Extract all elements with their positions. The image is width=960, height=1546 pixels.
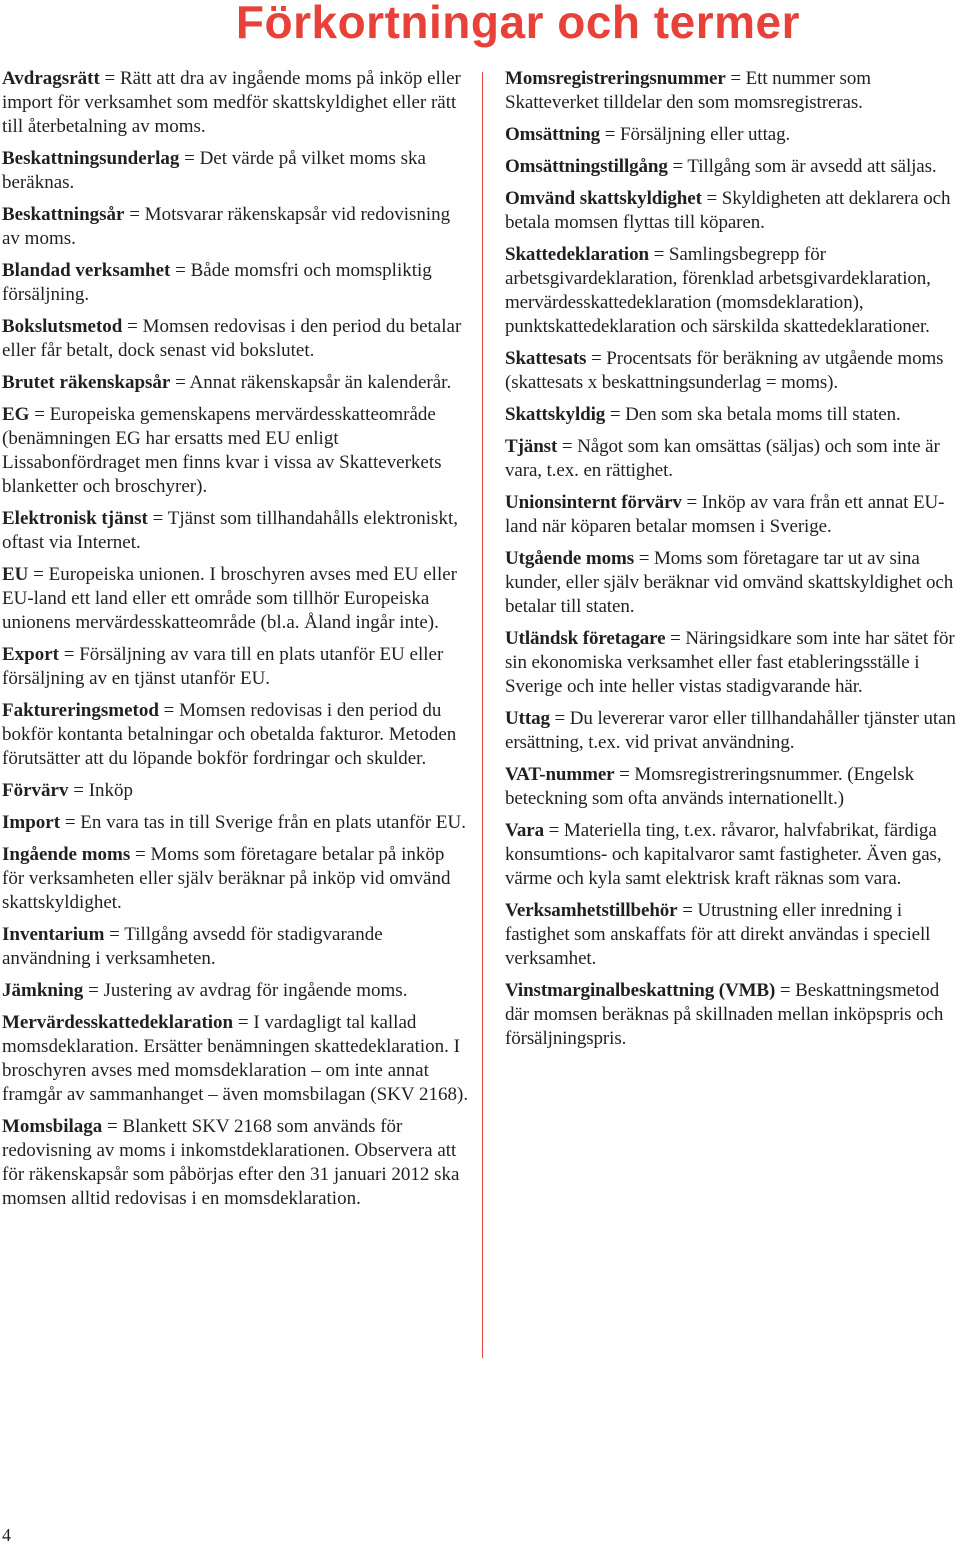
glossary-term: EU	[2, 564, 29, 585]
glossary-right-column	[505, 67, 960, 1059]
glossary-term: Omsättning	[505, 124, 601, 145]
glossary-entry	[505, 347, 960, 395]
glossary-term: Import	[2, 812, 61, 833]
glossary-term: Tjänst	[505, 436, 558, 457]
glossary-entry	[2, 67, 470, 139]
glossary-term: Skattedeklaration	[505, 244, 649, 265]
glossary-definition: = Försäljning eller uttag.	[604, 124, 791, 145]
glossary-entry	[505, 707, 960, 755]
glossary-entry	[505, 403, 960, 427]
glossary-term: Unionsinternt förvärv	[505, 492, 682, 513]
glossary-definition: = Både momsfri och momspliktig försäljning.	[2, 260, 432, 305]
glossary-definition: = Utrustning eller inredning i fastighet som anskaffats för att direkt användas i speciell verksamhet.	[505, 900, 931, 969]
glossary-term: Skattesats	[505, 348, 587, 369]
glossary-term: Uttag	[505, 708, 550, 729]
glossary-term: Avdragsrätt	[2, 68, 100, 89]
glossary-entry	[2, 923, 470, 971]
glossary-term: Export	[2, 644, 59, 665]
glossary-entry	[2, 1011, 470, 1107]
glossary-entry	[505, 491, 960, 539]
glossary-entry	[505, 627, 960, 699]
glossary-entry	[2, 843, 470, 915]
glossary-definition: = Inköp av vara från ett annat EU-land när köparen betalar momsen i Sverige.	[505, 492, 945, 537]
glossary-entry	[505, 155, 960, 179]
glossary-term: VAT-nummer	[505, 764, 615, 785]
glossary-definition: = Europeiska unionen. I broschyren avses med EU eller EU-land ett land eller ett område som tillhör Europeiska unionens mervärdesskatteområde (bl.a. Åland ingår inte).	[2, 564, 457, 633]
glossary-entry	[2, 563, 470, 635]
glossary-entry	[505, 547, 960, 619]
glossary-term: Momsbilaga	[2, 1116, 103, 1137]
glossary-term: Vara	[505, 820, 545, 841]
glossary-term: Förvärv	[2, 780, 69, 801]
glossary-entry	[2, 643, 470, 691]
page-title: Förkortningar och termer	[235, 0, 800, 48]
glossary-definition: = Näringsidkare som inte har sätet för sin ekonomiska verksamhet eller fast etableringsställe i Sverige och inte heller vistas stadigvarande här.	[505, 628, 955, 697]
glossary-definition: = Blankett SKV 2168 som används för redovisning av moms i inkomstdeklarationen. Observera att för räkenskapsår som påbörjas efter den 31 januari 2012 ska momsen alltid redovisas i en momsdeklaration.	[2, 1116, 460, 1209]
glossary-term: Utländsk företagare	[505, 628, 666, 649]
glossary-term: Skattskyldig	[505, 404, 606, 425]
glossary-definition: = Rätt att dra av ingående moms på inköp eller import för verksamhet som medför skattskyldighet eller rätt till återbetalning av moms.	[2, 68, 461, 137]
glossary-definition: = Det värde på vilket moms ska beräknas.	[2, 148, 426, 193]
glossary-definition: = En vara tas in till Sverige från en plats utanför EU.	[64, 812, 466, 833]
glossary-term: Jämkning	[2, 980, 84, 1001]
glossary-term: Inventarium	[2, 924, 105, 945]
glossary-entry	[2, 147, 470, 195]
glossary-entry	[505, 435, 960, 483]
glossary-entry	[2, 779, 470, 803]
glossary-definition: = Motsvarar räkenskapsår vid redovisning av moms.	[2, 204, 451, 249]
glossary-definition: = Materiella ting, t.ex. råvaror, halvfabrikat, färdiga konsumtions- och kapitalvaror samt fastigheter. Även gas, värme och kyla samt elektrisk kraft räknas som vara.	[505, 820, 942, 889]
glossary-definition: = Tillgång avsedd för stadigvarande användning i verksamheten.	[2, 924, 383, 969]
glossary-definition: = Tjänst som tillhandahålls elektroniskt, oftast via Internet.	[2, 508, 458, 553]
glossary-definition: = Europeiska gemenskapens mervärdesskatteområde (benämningen EG har ersatts med EU enligt Lissabonfördraget men finns kvar i vissa av Skatteverkets blanketter och broschyrer).	[2, 404, 442, 497]
glossary-definition: = Moms som företagare betalar på inköp för verksamheten eller själv beräknar på inköp vid omvänd skattskyldighet.	[2, 844, 451, 913]
glossary-definition: = Ett nummer som Skatteverket tilldelar den som momsregistreras.	[505, 68, 871, 113]
page-number: 4	[2, 1525, 11, 1545]
glossary-term: Vinstmarginalbeskattning (VMB)	[505, 980, 776, 1001]
glossary-term: Omvänd skattskyldighet	[505, 188, 702, 209]
glossary-entry	[505, 899, 960, 971]
glossary-definition: = Den som ska betala moms till staten.	[609, 404, 901, 425]
glossary-term: Utgående moms	[505, 548, 635, 569]
glossary-term: Blandad verksamhet	[2, 260, 171, 281]
glossary-entry	[505, 187, 960, 235]
glossary-term: Mervärdesskattedeklaration	[2, 1012, 234, 1033]
glossary-entry	[2, 507, 470, 555]
glossary-definition: = Annat räkenskapsår än kalenderår.	[175, 372, 452, 393]
glossary-definition: = Justering av avdrag för ingående moms.	[88, 980, 408, 1001]
glossary-entry	[505, 979, 960, 1051]
glossary-entry	[505, 763, 960, 811]
glossary-definition: = Skyldigheten att deklarera och betala momsen flyttas till köparen.	[505, 188, 951, 233]
glossary-definition: = I vardagligt tal kallad momsdeklaration. Ersätter benämningen skattedeklaration. I broschyren avses med momsdeklaration – om inte annat framgår av sammanhanget – även momsbilagan (SKV 2168).	[2, 1012, 469, 1105]
glossary-entry	[505, 67, 960, 115]
glossary-definition: = Momsregistreringsnummer. (Engelsk beteckning som ofta används internationellt.)	[505, 764, 914, 809]
glossary-term: Ingående moms	[2, 844, 131, 865]
glossary-left-column	[2, 67, 470, 1219]
glossary-definition: = Tillgång som är avsedd att säljas.	[672, 156, 937, 177]
glossary-entry	[2, 1115, 470, 1211]
glossary-entry	[2, 315, 470, 363]
glossary-entry	[2, 699, 470, 771]
glossary-entry	[2, 403, 470, 499]
glossary-entry	[505, 819, 960, 891]
glossary-definition: = Moms som företagare tar ut av sina kunder, eller själv beräknar vid omvänd skattskyldighet och betalar till staten.	[505, 548, 954, 617]
glossary-term: Beskattningsunderlag	[2, 148, 180, 169]
glossary-definition: = Procentsats för beräkning av utgående moms (skattesats x beskattningsunderlag = moms).	[505, 348, 944, 393]
glossary-entry	[2, 979, 470, 1003]
glossary-definition: = Momsen redovisas i den period du betalar eller får betalt, dock senast vid bokslutet.	[2, 316, 462, 361]
glossary-term: Faktureringsmetod	[2, 700, 159, 721]
glossary-entry	[2, 371, 470, 395]
glossary-term: Brutet räkenskapsår	[2, 372, 171, 393]
glossary-definition: = Något som kan omsättas (säljas) och som inte är vara, t.ex. en rättighet.	[505, 436, 940, 481]
glossary-definition: = Du levererar varor eller tillhandahåller tjänster utan ersättning, t.ex. vid privat användning.	[505, 708, 956, 753]
glossary-term: Momsregistreringsnummer	[505, 68, 726, 89]
glossary-term: Elektronisk tjänst	[2, 508, 148, 529]
glossary-term: Verksamhetstillbehör	[505, 900, 678, 921]
glossary-entry	[2, 259, 470, 307]
glossary-definition: = Inköp	[73, 780, 134, 801]
glossary-entry	[2, 203, 470, 251]
glossary-definition: = Momsen redovisas i den period du bokför kontanta betalningar och obetalda fakturor. Metoden förutsätter att du löpande bokför fordringar och skulder.	[2, 700, 457, 769]
glossary-entry	[505, 243, 960, 339]
column-divider	[482, 72, 483, 1358]
glossary-entry	[2, 811, 470, 835]
glossary-term: Omsättningstillgång	[505, 156, 668, 177]
glossary-term: Beskattningsår	[2, 204, 125, 225]
glossary-term: EG	[2, 404, 30, 425]
glossary-definition: = Samlingsbegrepp för arbetsgivardeklaration, förenklad arbetsgivardeklaration, mervärdesskattedeklaration (momsdeklaration), punktskattedeklaration och särskilda skattedeklarationer.	[505, 244, 931, 337]
glossary-entry	[505, 123, 960, 147]
glossary-definition: = Beskattningsmetod där momsen beräknas på skillnaden mellan inköpspris och försäljningspris.	[505, 980, 944, 1049]
glossary-definition: = Försäljning av vara till en plats utanför EU eller försäljning av en tjänst utanför EU.	[2, 644, 444, 689]
glossary-term: Bokslutsmetod	[2, 316, 123, 337]
